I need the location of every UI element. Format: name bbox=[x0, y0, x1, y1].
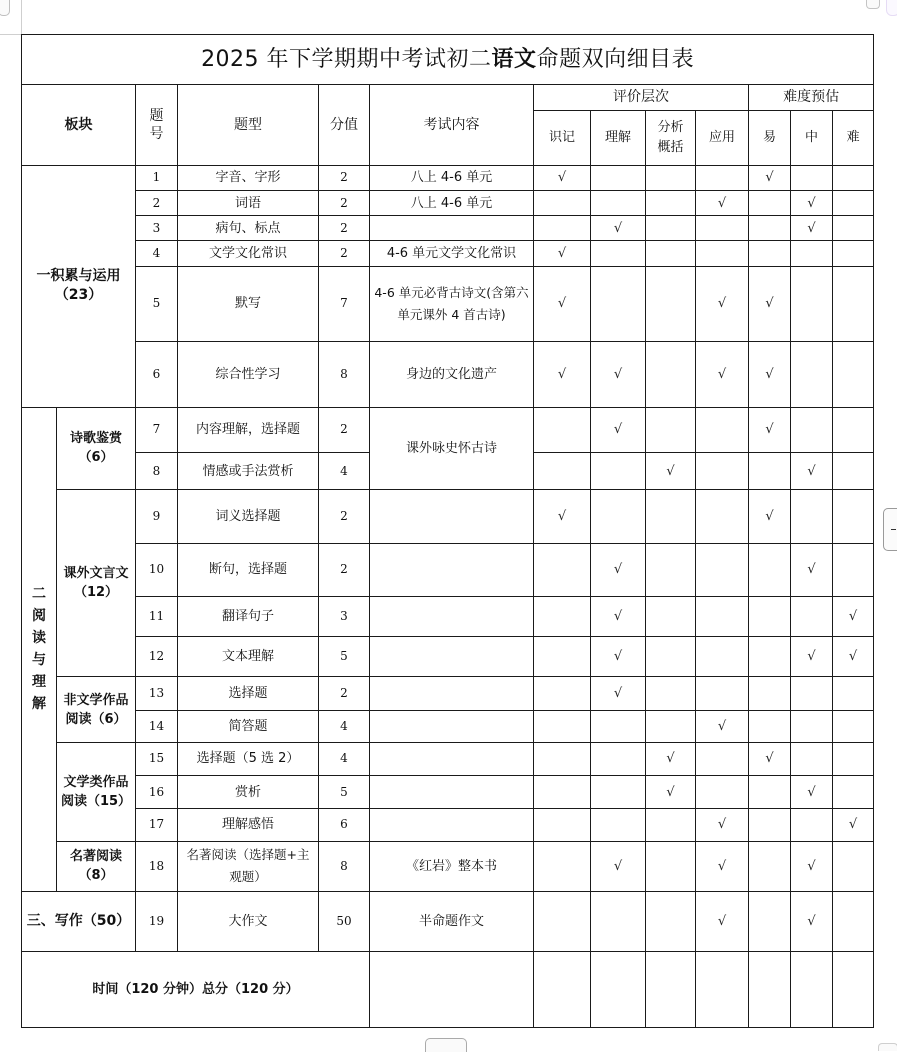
check-mark: √ bbox=[696, 891, 749, 951]
question-number: 18 bbox=[136, 841, 178, 891]
footer-time-score: 时间（120 分钟）总分（120 分） bbox=[22, 952, 370, 1028]
check-mark: √ bbox=[791, 841, 833, 891]
question-score: 4 bbox=[319, 452, 370, 489]
check-mark: √ bbox=[591, 407, 646, 452]
section-reading: 二阅读与理解 bbox=[22, 407, 57, 891]
question-type: 赏析 bbox=[178, 776, 319, 809]
check-mark: √ bbox=[749, 342, 791, 407]
table-row bbox=[22, 342, 874, 407]
check-mark: √ bbox=[833, 596, 874, 636]
header-eval-understand: 理解 bbox=[591, 110, 646, 165]
question-score: 4 bbox=[319, 742, 370, 775]
question-type: 选择题 bbox=[178, 677, 319, 710]
check-mark: √ bbox=[791, 543, 833, 596]
check-mark: √ bbox=[696, 266, 749, 342]
check-mark: √ bbox=[534, 241, 591, 266]
question-content: 4-6 单元必背古诗文(含第六单元课外 4 首古诗) bbox=[370, 266, 534, 342]
header-diff-hard: 难 bbox=[833, 110, 874, 165]
question-number: 9 bbox=[136, 490, 178, 543]
section-writing: 三、写作（50） bbox=[22, 891, 136, 951]
question-score: 4 bbox=[319, 710, 370, 742]
question-content: 《红岩》整本书 bbox=[370, 841, 534, 891]
question-content: 八上 4-6 单元 bbox=[370, 165, 534, 190]
header-score: 分值 bbox=[319, 85, 370, 166]
check-mark: √ bbox=[591, 342, 646, 407]
check-mark: √ bbox=[791, 452, 833, 489]
question-score: 5 bbox=[319, 637, 370, 677]
table-row bbox=[22, 891, 874, 951]
check-mark: √ bbox=[696, 809, 749, 841]
check-mark: √ bbox=[696, 191, 749, 216]
subsection-classical: 课外文言文（12） bbox=[57, 490, 136, 677]
question-number: 17 bbox=[136, 809, 178, 841]
question-content: 4-6 单元文学文化常识 bbox=[370, 241, 534, 266]
header-eval-apply: 应用 bbox=[696, 110, 749, 165]
table-row bbox=[22, 191, 874, 216]
question-number: 14 bbox=[136, 710, 178, 742]
question-content bbox=[370, 742, 534, 775]
question-number: 8 bbox=[136, 452, 178, 489]
page-nav-tab[interactable] bbox=[425, 1038, 467, 1052]
question-score: 6 bbox=[319, 809, 370, 841]
question-number: 4 bbox=[136, 241, 178, 266]
check-mark: √ bbox=[591, 216, 646, 241]
header-type: 题型 bbox=[178, 85, 319, 166]
table-row bbox=[22, 490, 874, 543]
question-type: 文本理解 bbox=[178, 637, 319, 677]
question-content: 半命题作文 bbox=[370, 891, 534, 951]
viewer-tab-bottom-right[interactable] bbox=[878, 1043, 897, 1051]
subsection-classic-works: 名著阅读（8） bbox=[57, 841, 136, 891]
table-row bbox=[22, 742, 874, 775]
check-mark: √ bbox=[791, 637, 833, 677]
question-type: 情感或手法赏析 bbox=[178, 452, 319, 489]
question-number: 6 bbox=[136, 342, 178, 407]
question-type: 理解感悟 bbox=[178, 809, 319, 841]
question-content: 八上 4-6 单元 bbox=[370, 191, 534, 216]
table-row bbox=[22, 776, 874, 809]
question-content bbox=[370, 543, 534, 596]
question-score: 8 bbox=[319, 342, 370, 407]
question-content bbox=[370, 677, 534, 710]
question-type: 翻译句子 bbox=[178, 596, 319, 636]
table-row bbox=[22, 637, 874, 677]
check-mark: √ bbox=[646, 776, 696, 809]
collapse-side-panel-button[interactable] bbox=[883, 508, 897, 551]
check-mark: √ bbox=[749, 266, 791, 342]
check-mark: √ bbox=[534, 266, 591, 342]
table-row bbox=[22, 710, 874, 742]
table-row bbox=[22, 241, 874, 266]
check-mark: √ bbox=[696, 342, 749, 407]
check-mark: √ bbox=[591, 841, 646, 891]
check-mark: √ bbox=[534, 342, 591, 407]
header-eval-analyze: 分析概括 bbox=[646, 110, 696, 165]
section-accumulation: 一积累与运用（23） bbox=[22, 165, 136, 407]
table-row bbox=[22, 952, 874, 1028]
table-row bbox=[22, 266, 874, 342]
check-mark: √ bbox=[591, 677, 646, 710]
question-number: 1 bbox=[136, 165, 178, 190]
question-number: 11 bbox=[136, 596, 178, 636]
question-type: 大作文 bbox=[178, 891, 319, 951]
viewer-tab-left[interactable] bbox=[0, 0, 10, 16]
question-score: 2 bbox=[319, 191, 370, 216]
table-row bbox=[22, 216, 874, 241]
table-row bbox=[22, 596, 874, 636]
header-eval-memorize: 识记 bbox=[534, 110, 591, 165]
table-row bbox=[22, 841, 874, 891]
question-type: 词义选择题 bbox=[178, 490, 319, 543]
question-content bbox=[370, 809, 534, 841]
check-mark: √ bbox=[749, 165, 791, 190]
question-type: 名著阅读（选择题+主观题） bbox=[178, 841, 319, 891]
question-content: 课外咏史怀古诗 bbox=[370, 407, 534, 490]
question-content bbox=[370, 710, 534, 742]
question-score: 2 bbox=[319, 543, 370, 596]
check-mark: √ bbox=[696, 841, 749, 891]
question-number: 10 bbox=[136, 543, 178, 596]
header-eval-group: 评价层次 bbox=[534, 85, 749, 110]
table-row bbox=[22, 543, 874, 596]
question-type: 断句，选择题 bbox=[178, 543, 319, 596]
subsection-poetry: 诗歌鉴赏（6） bbox=[57, 407, 136, 490]
check-mark: √ bbox=[833, 637, 874, 677]
question-type: 病句、标点 bbox=[178, 216, 319, 241]
question-type: 内容理解，选择题 bbox=[178, 407, 319, 452]
question-number: 13 bbox=[136, 677, 178, 710]
question-number: 16 bbox=[136, 776, 178, 809]
question-content bbox=[370, 776, 534, 809]
check-mark: √ bbox=[646, 452, 696, 489]
header-difficulty-group: 难度预估 bbox=[749, 85, 874, 110]
subsection-nonliterary: 非文学作品阅读（6） bbox=[57, 677, 136, 742]
header-diff-easy: 易 bbox=[749, 110, 791, 165]
check-mark: √ bbox=[534, 165, 591, 190]
question-score: 2 bbox=[319, 216, 370, 241]
question-content bbox=[370, 490, 534, 543]
check-mark: √ bbox=[833, 809, 874, 841]
check-mark: √ bbox=[591, 637, 646, 677]
check-mark: √ bbox=[791, 891, 833, 951]
exam-spec-table bbox=[21, 34, 874, 1028]
question-score: 5 bbox=[319, 776, 370, 809]
question-number: 7 bbox=[136, 407, 178, 452]
page-title: 2025 年下学期期中考试初二语文命题双向细目表 bbox=[22, 35, 874, 85]
question-number: 3 bbox=[136, 216, 178, 241]
question-type: 词语 bbox=[178, 191, 319, 216]
question-type: 默写 bbox=[178, 266, 319, 342]
viewer-tab-corner[interactable] bbox=[886, 0, 897, 16]
question-content bbox=[370, 637, 534, 677]
check-mark: √ bbox=[591, 543, 646, 596]
check-mark: √ bbox=[591, 596, 646, 636]
question-score: 2 bbox=[319, 677, 370, 710]
question-type: 综合性学习 bbox=[178, 342, 319, 407]
check-mark: √ bbox=[749, 407, 791, 452]
check-mark: √ bbox=[791, 776, 833, 809]
check-mark: √ bbox=[791, 191, 833, 216]
question-type: 文学文化常识 bbox=[178, 241, 319, 266]
subsection-literary: 文学类作品阅读（15） bbox=[57, 742, 136, 841]
question-score: 7 bbox=[319, 266, 370, 342]
question-score: 8 bbox=[319, 841, 370, 891]
question-score: 2 bbox=[319, 165, 370, 190]
check-mark: √ bbox=[534, 490, 591, 543]
table-row bbox=[22, 809, 874, 841]
question-type: 选择题（5 选 2） bbox=[178, 742, 319, 775]
question-number: 15 bbox=[136, 742, 178, 775]
question-content: 身边的文化遗产 bbox=[370, 342, 534, 407]
question-score: 2 bbox=[319, 490, 370, 543]
header-content: 考试内容 bbox=[370, 85, 534, 166]
question-score: 3 bbox=[319, 596, 370, 636]
question-number: 2 bbox=[136, 191, 178, 216]
check-mark: √ bbox=[696, 710, 749, 742]
viewer-tab-right[interactable] bbox=[866, 0, 880, 9]
question-score: 2 bbox=[319, 241, 370, 266]
check-mark: √ bbox=[791, 216, 833, 241]
question-number: 19 bbox=[136, 891, 178, 951]
table-row bbox=[22, 407, 874, 452]
question-content bbox=[370, 216, 534, 241]
check-mark: √ bbox=[749, 490, 791, 543]
header-number: 题号 bbox=[136, 85, 178, 166]
check-mark: √ bbox=[646, 742, 696, 775]
table-row bbox=[22, 677, 874, 710]
header-diff-medium: 中 bbox=[791, 110, 833, 165]
question-score: 50 bbox=[319, 891, 370, 951]
question-number: 12 bbox=[136, 637, 178, 677]
question-type: 简答题 bbox=[178, 710, 319, 742]
question-content bbox=[370, 596, 534, 636]
question-type: 字音、字形 bbox=[178, 165, 319, 190]
header-section: 板块 bbox=[22, 85, 136, 166]
table-row bbox=[22, 165, 874, 190]
question-score: 2 bbox=[319, 407, 370, 452]
check-mark: √ bbox=[749, 742, 791, 775]
question-number: 5 bbox=[136, 266, 178, 342]
